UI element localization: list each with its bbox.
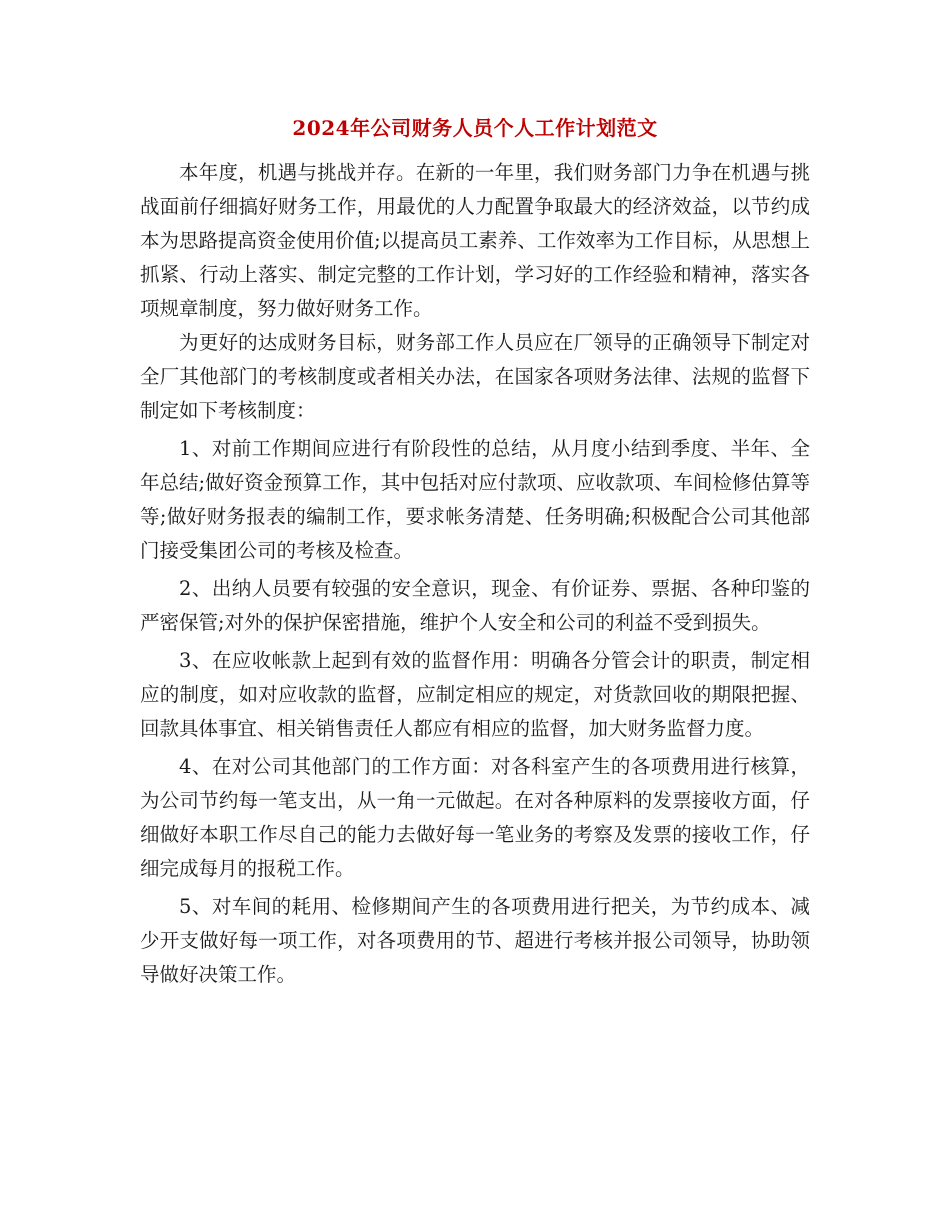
- paragraph-item-4: 4、在对公司其他部门的工作方面：对各科室产生的各项费用进行核算，为公司节约每一笔支出，从一角一元做起。在对各种原料的发票接收方面，仔细做好本职工作尽自己的能力去做好每一笔业务的考察及发票的接收工作，仔细完成每月的报税工作。: [140, 755, 810, 880]
- document-title: 2024年公司财务人员个人工作计划范文: [292, 116, 658, 140]
- paragraph-intro: 本年度，机遇与挑战并存。在新的一年里，我们财务部门力争在机遇与挑战面前仔细搞好财务工作，用最优的人力配置争取最大的经济效益，以节约成本为思路提高资金使用价值;以提高员工素养、工作效率为工作目标，从思想上抓紧、行动上落实、制定完整的工作计划，学习好的工作经验和精神，落实各项规章制度，努力做好财务工作。: [140, 161, 810, 320]
- paragraph-item-1: 1、对前工作期间应进行有阶段性的总结，从月度小结到季度、半年、全年总结;做好资金预算工作，其中包括对应付款项、应收款项、车间检修估算等等;做好财务报表的编制工作，要求帐务清楚、任务明确;积极配合公司其他部门接受集团公司的考核及检查。: [140, 437, 810, 562]
- document-body: [140, 156, 810, 992]
- paragraph-item-3: 3、在应收帐款上起到有效的监督作用：明确各分管会计的职责，制定相应的制度，如对应收款的监督，应制定相应的规定，对货款回收的期限把握、回款具体事宜、相关销售责任人都应有相应的监督，加大财务监督力度。: [140, 649, 810, 740]
- paragraph-assessment-intro: 为更好的达成财务目标，财务部工作人员应在厂领导的正确领导下制定对全厂其他部门的考核制度或者相关办法，在国家各项财务法律、法规的监督下制定如下考核制度：: [140, 331, 810, 422]
- paragraph-item-2: 2、出纳人员要有较强的安全意识，现金、有价证券、票据、各种印鉴的严密保管;对外的保护保密措施，维护个人安全和公司的利益不受到损失。: [140, 577, 810, 634]
- paragraph-item-5: 5、对车间的耗用、检修期间产生的各项费用进行把关，为节约成本、减少开支做好每一项工作，对各项费用的节、超进行考核并报公司领导，协助领导做好决策工作。: [140, 895, 810, 986]
